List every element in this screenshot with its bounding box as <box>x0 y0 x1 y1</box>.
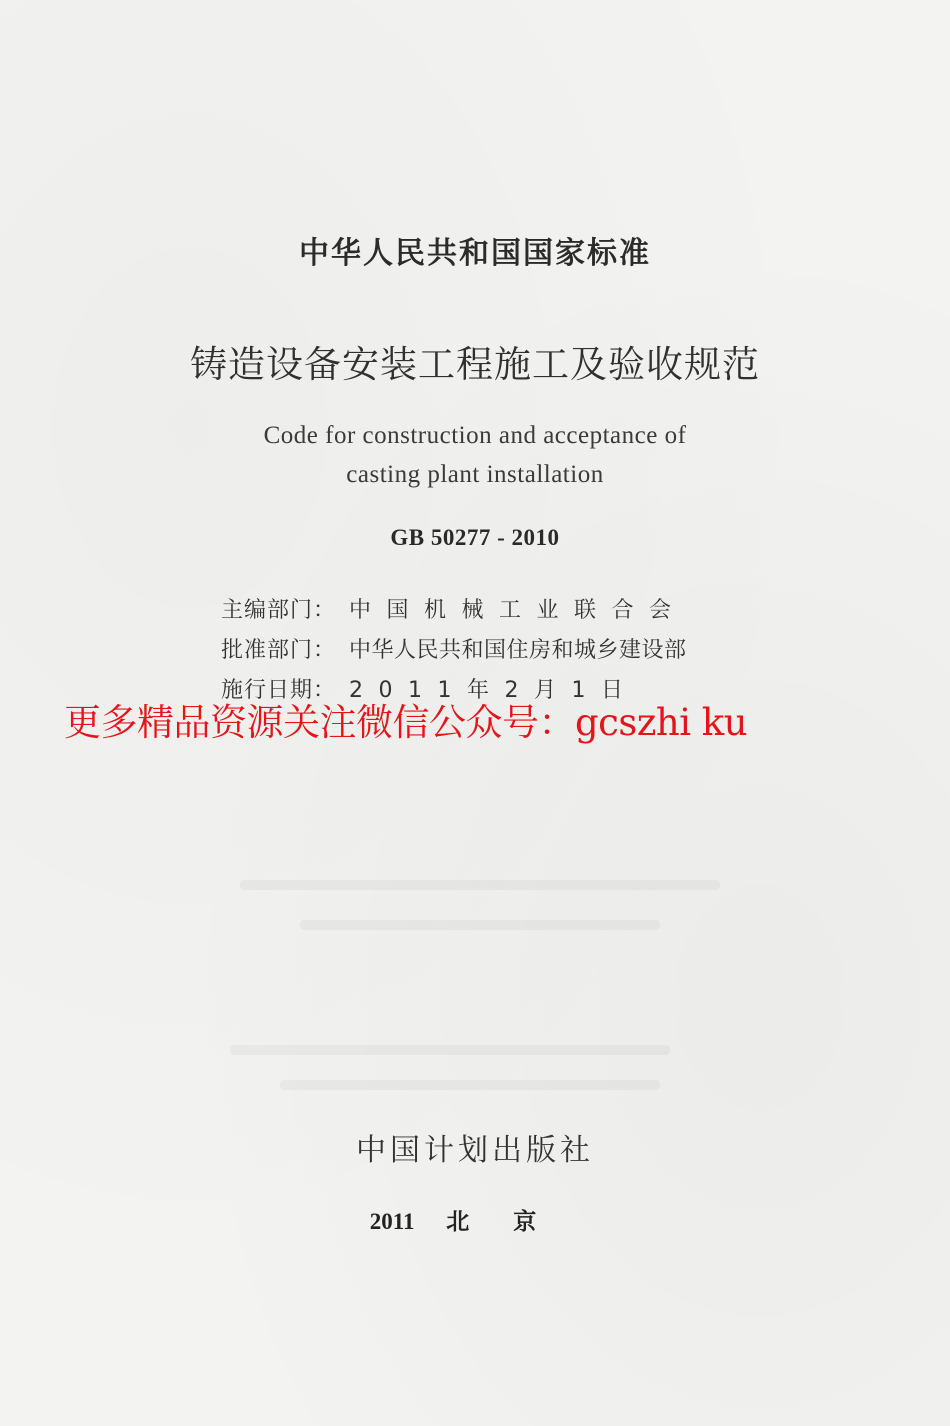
standard-code: GB 50277 - 2010 <box>390 525 560 550</box>
publisher-name: 中国计划出版社 <box>356 1133 594 1168</box>
editor-label: 主编部门： <box>221 597 337 623</box>
standard-category: 中华人民共和国国家标准 <box>299 236 651 271</box>
approver-label: 批准部门： <box>221 637 337 663</box>
title-english <box>0 416 950 494</box>
approver-row <box>221 628 761 668</box>
watermark-text: 更多精品资源关注微信公众号：gcszhi ku <box>64 701 748 744</box>
meta-block <box>221 588 761 708</box>
title-english-line-2: casting plant installation <box>346 461 604 488</box>
title-english-line-1: Code for construction and acceptance of <box>263 422 687 449</box>
effective-value: 2011年2月1日 <box>349 677 639 703</box>
editor-value: 中国机械工业联合会 <box>349 597 687 623</box>
publication-line <box>0 1203 950 1236</box>
editor-row <box>221 588 761 628</box>
bleed-through-mark <box>230 1045 670 1055</box>
bleed-through-mark <box>240 880 720 890</box>
title-chinese: 铸造设备安装工程施工及验收规范 <box>190 343 760 386</box>
bleed-through-mark <box>300 920 660 930</box>
publication-city: 北京 <box>446 1209 581 1234</box>
bleed-through-mark <box>280 1080 660 1090</box>
approver-value: 中华人民共和国住房和城乡建设部 <box>349 637 687 663</box>
effective-label: 施行日期： <box>221 677 337 703</box>
publication-year: 2011 <box>369 1209 415 1234</box>
